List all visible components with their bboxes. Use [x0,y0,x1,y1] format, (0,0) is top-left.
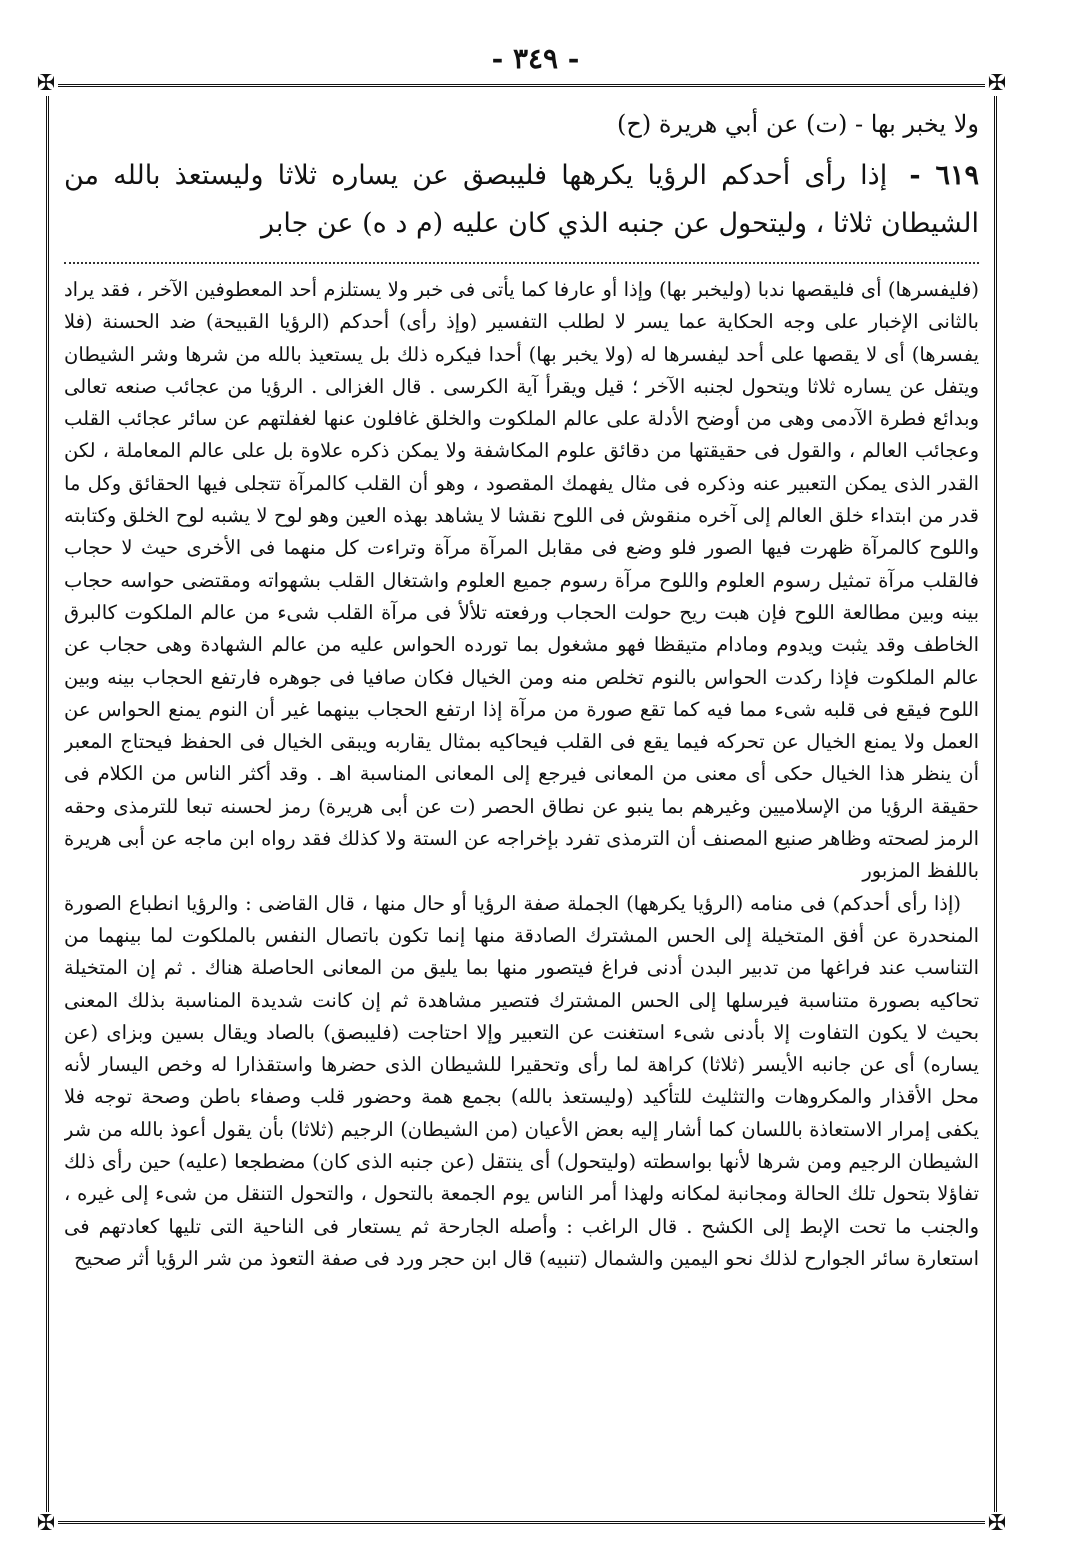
commentary-paragraph: (فليفسرها) أى فليقصها ندبا (وليخبر بها) وإذا أو عارفا كما يأتى فى خبر ولا يستلزم أحد المعطوفين الآخر ، فقد يراد بالثانى الإخبار على وجه الحكاية عما يسر لا لطلب التفسير (وإذ رأى) أحدكم (الرؤيا القبيحة) ضد الحسنة (فلا يفسرها) أى لا يقصها على أحد ليفسرها له (ولا يخبر بها) أحدا فيكره ذلك بل يستعيذ بالله من شرها وشر الشيطان ويتفل عن يساره ثلاثا ويتحول لجنبه الآخر ؛ قيل ويقرأ آية الكرسى . قال الغزالى . الرؤيا من عجائب صنعه تعالى وبدائع فطرة الآدمى وهى من أوضح الأدلة على عالم الملكوت والخلق غافلون عنها لغفلتهم عن سائر عجائب القلب وعجائب العالم ، والقول فى حقيقتها من دقائق علوم المكاشفة ولا يمكن ذكره علاوة بل على عالم المعاملة ، لكن القدر الذى يمكن التعبير عنه وذكره فى مثال يفهمك المقصود ، وهو أن القلب كالمرآة تتجلى فيها الحقائق وكل ما قدر من ابتداء خلق العالم إلى آخره منقوش فى اللوح نقشا لا يشاهد بهذه العين وهو لوح لا يشبه لوح الخلق وكتابته واللوح كالمرآة ظهرت فيها الصور فلو وضع فى مقابل المرآة مرآة وتراءت كل منهما فى الأخرى حيث لا حجاب فالقلب مرآة تمثيل رسوم العلوم واللوح مرآة رسوم جميع العلوم واشتغال القلب بشهواته ومقتضى حواسه حجاب بينه وبين مطالعة اللوح فإن هبت ريح حولت الحجاب ورفعته تلألأ فى مرآة القلب شىء من عالم الملكوت كالبرق الخاطف وقد يثبت ويدوم ومادام متيقظا فهو مشغول بما تورده الحواس عليه من عالم الشهادة وهى حجاب عن عالم الملكوت فإذا ركدت الحواس بالنوم تخلص منه ومن الخيال فكان صافيا فى جوهره فارتفع الحجاب بينه وبين اللوح فيقع فى قلبه شىء مما فيه كما تقع صورة من مرآة إذا ارتفع الحجاب بينهما غير أن النوم يمنع الحواس عن العمل ولا يمنع الخيال عن تحركه فيما يقع فى القلب فيحاكيه بمثال يقاربه ويبقى الخيال فى الحفظ فيحتاج المعبر أن ينظر هذا الخيال حكى أى معنى من المعانى فيرجع إلى المعانى المناسبة اهـ . وقد أكثر الناس من الكلام فى حقيقة الرؤيا من الإسلاميين وغيرهم بما ينبو عن نطاق الحصر (ت عن أبى هريرة) رمز لحسنه تبعا للترمذى وحقه الرمز لصحته وظاهر صنيع المصنف أن الترمذى تفرد بإخراجه عن الستة ولا كذلك فقد رواه ابن ماجه عن أبى هريرة باللفظ المزبور [64,278,979,883]
hadith-number: ٦١٩ - [909,160,979,191]
hadith-text [64,152,979,248]
page-number: - ٣٤٩ - [491,42,580,75]
corner-ornament-bottom-right: ✠ [985,1512,1009,1536]
hadith-body: إذا رأى أحدكم الرؤيا يكرهها فليبصق عن يساره ثلاثا وليستعذ بالله من الشيطان ثلاثا ، وليتحول عن جنبه الذي كان عليه (م د ه) عن جابر [64,160,979,239]
page-content [64,100,979,1510]
commentary-paragraph: (إذا رأى أحدكم) فى منامه (الرؤيا يكرهها) الجملة صفة الرؤيا أو حال منها ، قال القاضى : والرؤيا انطباع الصورة المنحدرة عن أفق المتخيلة إلى الحس المشترك الصادقة منها إنما تكون باتصال النفس بالملكوت لما بينهما من التناسب عند فراغها من تدبير البدن أدنى فراغ فيتصور منها بما يليق من المعانى الحاصلة هناك . ثم إن المتخيلة تحاكيه بصورة متناسبة فيرسلها إلى الحس المشترك فتصير مشاهدة ثم إن كانت شديدة المناسبة بذلك المعنى بحيث لا يكون التفاوت إلا بأدنى شىء استغنت عن التعبير وإلا احتاجت (فليبصق) بالصاد ويقال بسين وبزاى (عن يساره) أى عن جانبه الأيسر (ثلاثا) كراهة لما رأى وتحقيرا للشيطان الذى حضرها واستقذارا له وخص اليسار لأنه محل الأقذار والمكروهات والتثليث للتأكيد (وليستعذ بالله) بجمع همة وحضور قلب وصفاء باطن وصحة توجه فلا يكفى إمرار الاستعاذة باللسان كما أشار إليه بعض الأعيان (من الشيطان) الرجيم (ثلاثا) بأن يقول أعوذ بالله من شر الشيطان الرجيم ومن شرها لأنها بواسطته (وليتحول) أى ينتقل (عن جنبه الذى كان) مضطجعا (عليه) حين رأى ذلك تفاؤلا بتحول تلك الحالة ومجانبة لمكانه ولهذا أمر الناس يوم الجمعة بالتحول ، والتحول التنقل من شىء إلى غيره ، والجنب ما تحت الإبط إلى الكشح . قال الراغب : وأصله الجارحة ثم يستعار فى الناحية التى تليها كعادتهم فى استعارة سائر الجوارح لذلك نحو اليمين والشمال (تنبيه) قال ابن حجر ورد فى صفة التعوذ من شر الرؤيا أثر صحيح [64,891,979,1270]
corner-ornament-bottom-left: ✠ [34,1512,58,1536]
corner-ornament-top-right: ✠ [985,72,1009,96]
corner-ornament-top-left: ✠ [34,72,58,96]
dotted-divider [64,262,979,264]
commentary [64,274,979,1275]
previous-hadith-ending: ولا يخبر بها - (ت) عن أبي هريرة (ح) [616,110,979,138]
